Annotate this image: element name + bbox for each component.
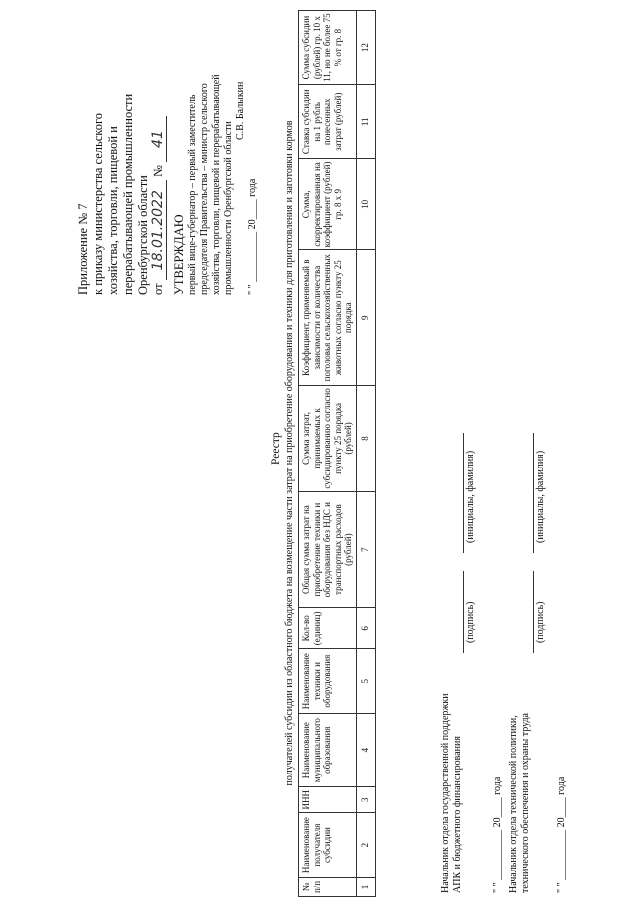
approval-line: первый вице-губернатор – первый заместитель (187, 94, 198, 295)
signature-caption: (подпись) (465, 601, 476, 643)
column-number: 10 (356, 159, 375, 250)
signature-date: " " __________ 20____ года (556, 776, 567, 893)
column-number: 12 (356, 11, 375, 85)
name-line (533, 433, 534, 553)
approval-signer: С.В. Балыкин (235, 81, 246, 140)
table-header-cell: № п/п (299, 877, 357, 896)
appendix-line: Приложение № 7 (76, 203, 90, 295)
table-header-row (299, 11, 357, 897)
table-header-cell: Наименование техники и оборудования (299, 649, 357, 714)
signature-line (533, 571, 534, 653)
table-header-cell: Сумма субсидии (рублей) гр. 10 х 11, но не более 75 % от гр. 8 (299, 11, 357, 85)
table-header-cell: Наименование получателя субсидии (299, 813, 357, 878)
signature-caption: (подпись) (535, 601, 546, 643)
column-number: 8 (356, 385, 375, 491)
table-number-row (356, 11, 375, 897)
table-header-cell: Ставка субсидии на 1 рубль понесенных затрат (рублей) (299, 85, 357, 159)
table-header-cell: Наименование муниципального образования (299, 714, 357, 787)
appendix-line: к приказу министерства сельского (91, 112, 105, 295)
signature-date: " " __________ 20____ года (492, 776, 503, 893)
handwritten-date: 18.01.2022 (150, 180, 167, 280)
column-number: 7 (356, 491, 375, 607)
approval-title: УТВЕРЖДАЮ (172, 214, 186, 295)
signature-position: АПК и бюджетного финансирования (452, 736, 463, 893)
signature-line (463, 571, 464, 653)
column-number: 5 (356, 649, 375, 714)
column-number: 11 (356, 85, 375, 159)
handwritten-number: 41 (150, 116, 167, 162)
name-caption: (инициалы, фамилия) (535, 450, 546, 543)
column-number: 6 (356, 608, 375, 649)
column-number: 9 (356, 250, 375, 386)
document-subtitle: получателей субсидии из областного бюджета на возмещение части затрат на приобретение оборудования и техники для приготовления и заготовки кормов (284, 120, 295, 786)
table-header-cell: Коэффициент, применяемый в зависимости от количества поголовья сельскохозяйственных животных согласно пункту 25 порядка (299, 250, 357, 386)
column-number: 4 (356, 714, 375, 787)
table-header-cell: ИНН (299, 787, 357, 813)
signature-position: Начальник отдела государственной поддержки (440, 693, 451, 893)
table-header-cell: Сумма, скорректированная на коэффициент (рублей) гр. 8 х 9 (299, 159, 357, 250)
appendix-line: Оренбургской области (136, 175, 150, 295)
table-header-cell: Сумма затрат, принимаемых к субсидированию согласно пункту 25 порядка (рублей) (299, 385, 357, 491)
column-number: 2 (356, 813, 375, 878)
approval-line: председателя Правительства – министр сельского (199, 83, 210, 295)
signature-block-1 (440, 693, 504, 893)
signature-position: Начальник отдела технической политики, (508, 715, 519, 893)
appendix-block (76, 94, 166, 295)
appendix-line: перерабатывающей промышленности (121, 93, 135, 295)
table-header-cell: Кол-во (единиц) (299, 608, 357, 649)
name-line (463, 433, 464, 553)
column-number: 1 (356, 877, 375, 896)
document-title: Реестр (270, 432, 282, 465)
approval-date: " " __________ 20____ года (247, 178, 258, 295)
appendix-line: хозяйства, торговли, пищевой и (106, 126, 120, 295)
appendix-date-line: от 18.01.2022 № 41 (151, 94, 166, 295)
approval-line: хозяйства, торговли, пищевой и перерабатывающей (211, 74, 222, 295)
signature-position: технического обеспечения и охраны труда (520, 713, 531, 893)
registry-table (298, 10, 376, 897)
column-number: 3 (356, 787, 375, 813)
approval-line: промышленности Оренбургской области (223, 121, 234, 295)
signature-block-2 (508, 713, 568, 893)
approval-block (172, 74, 259, 295)
table-header-cell: Общая сумма затрат на приобретение техники и оборудования без НДС и транспортных расходов (рублей) (299, 491, 357, 607)
name-caption: (инициалы, фамилия) (465, 450, 476, 543)
